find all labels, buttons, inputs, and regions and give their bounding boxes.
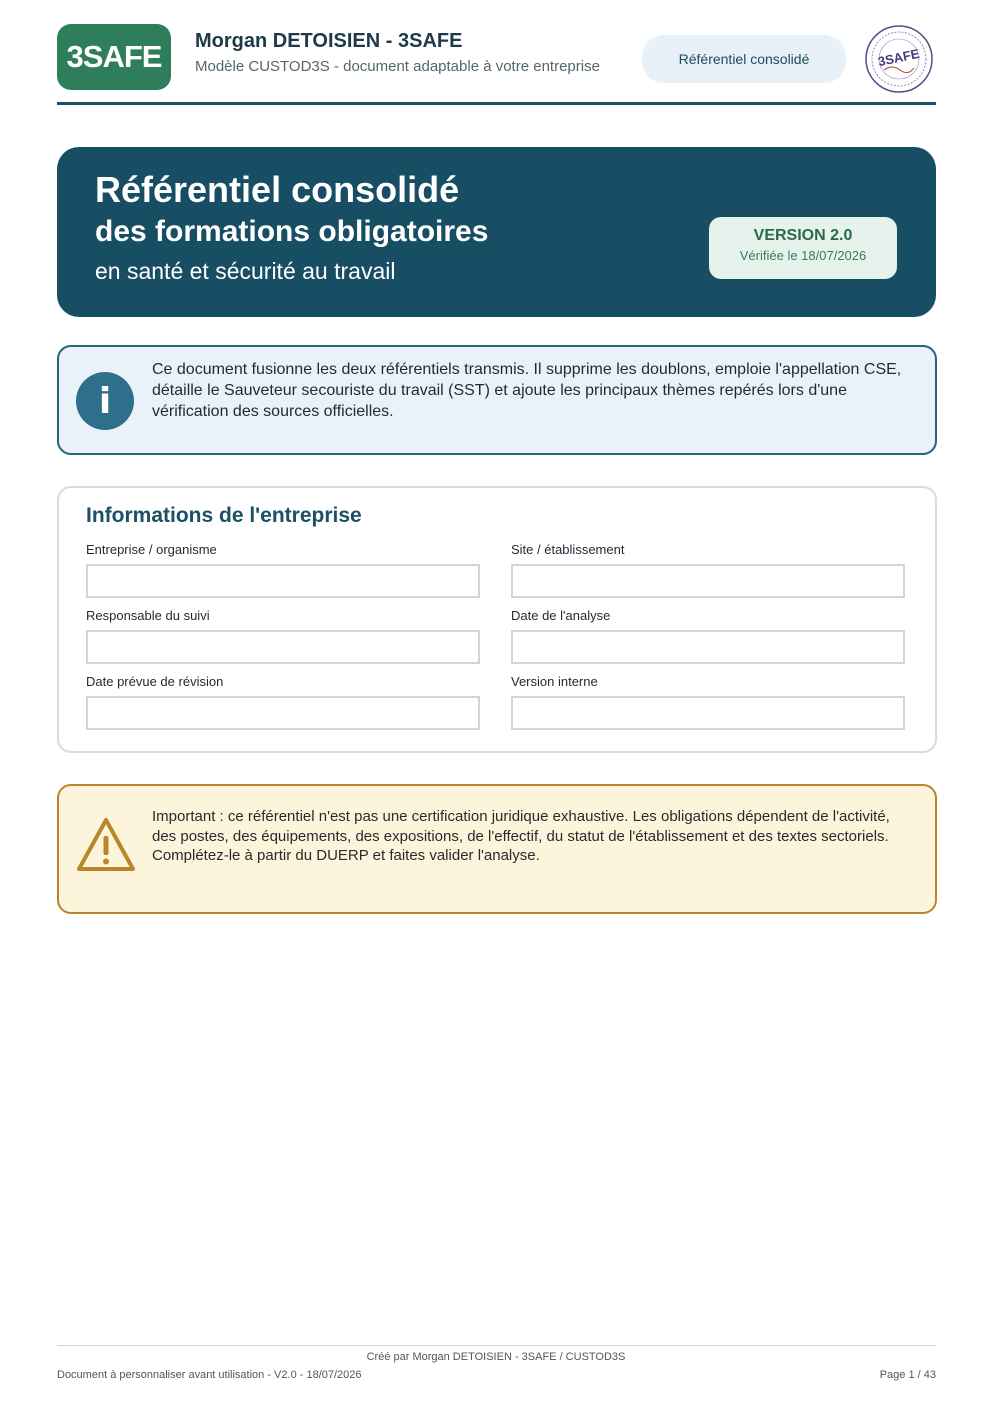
warning-callout — [57, 784, 937, 914]
info-callout — [57, 345, 937, 455]
page-number: Page 1 / 43 — [879, 1369, 936, 1381]
version-date: Vérifiée le 18/07/2026 — [739, 248, 867, 263]
footer-note: Document à personnaliser avant utilisation - V2.0 - 18/07/2026 — [57, 1369, 362, 1381]
version-badge — [709, 217, 897, 279]
document-title-line2: des formations obligatoires — [95, 215, 489, 248]
date-analyse-input[interactable] — [511, 630, 905, 664]
field-label-site: Site / établissement — [511, 542, 625, 557]
svg-text:3SAFE: 3SAFE — [876, 45, 921, 70]
document-subtitle: en santé et sécurité au travail — [95, 258, 396, 284]
document-title: Référentiel consolidé — [95, 169, 460, 210]
entreprise-input[interactable] — [86, 564, 480, 598]
brand-logo: 3SAFE — [57, 24, 171, 90]
field-label-entreprise: Entreprise / organisme — [86, 542, 217, 557]
header-divider — [57, 102, 936, 105]
date-revision-input[interactable] — [86, 696, 480, 730]
info-text: Ce document fusionne les deux référentiels transmis. Il supprime les doublons, emploie l'appellation CSE, détaille le Sauveteur secouriste du travail (SST) et ajoute les principaux thèmes repérés lors d'une vérification des sources officielles. — [152, 361, 902, 420]
section-title: Informations de l'entreprise — [86, 504, 362, 527]
footer-credit: Créé par Morgan DETOISIEN - 3SAFE / CUSTOD3S — [366, 1351, 626, 1363]
field-label-responsable: Responsable du suivi — [86, 608, 210, 623]
company-info-section — [57, 486, 937, 753]
site-input[interactable] — [511, 564, 905, 598]
warning-icon — [75, 816, 137, 874]
version-label: VERSION 2.0 — [753, 227, 853, 244]
field-label-date-analyse: Date de l'analyse — [511, 608, 611, 623]
seal-icon — [864, 24, 934, 94]
header-title: Morgan DETOISIEN - 3SAFE — [195, 30, 463, 52]
field-label-date-revision: Date prévue de révision — [86, 674, 224, 689]
version-interne-input[interactable] — [511, 696, 905, 730]
footer-divider — [57, 1345, 936, 1346]
info-icon: i — [76, 372, 134, 430]
responsable-input[interactable] — [86, 630, 480, 664]
header-subtitle: Modèle CUSTOD3S - document adaptable à votre entreprise — [195, 58, 600, 75]
header-badge: Référentiel consolidé — [642, 35, 846, 83]
field-label-version-interne: Version interne — [511, 674, 598, 689]
warning-text: Important : ce référentiel n'est pas une certification juridique exhaustive. Les obligations dépendent de l'activité, des postes, des équipements, des expositions, de l'effectif, du statut de l'établissement et des textes sectoriels. Complétez-le à partir du DUERP et faites valider l'analyse. — [152, 808, 890, 864]
title-banner — [57, 147, 936, 317]
